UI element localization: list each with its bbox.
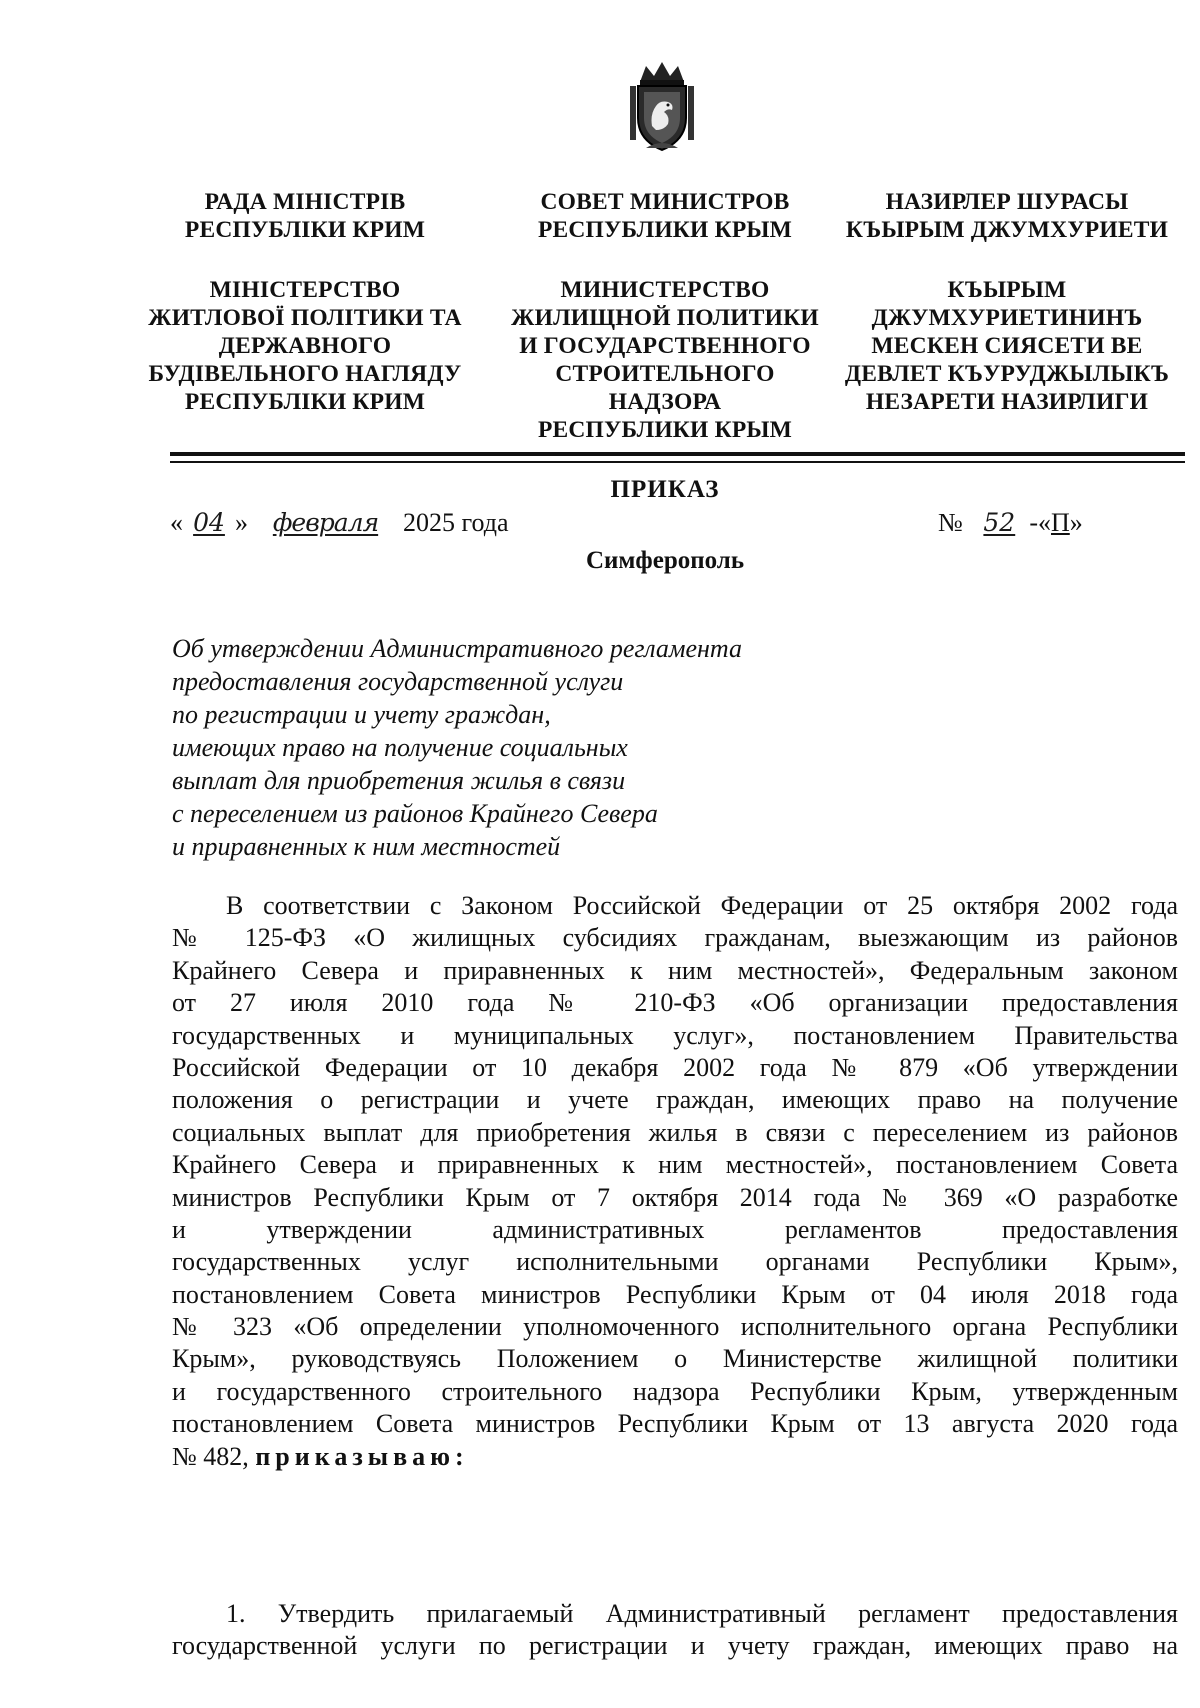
order-verb: приказываю bbox=[255, 1441, 455, 1471]
document-city: Симферополь bbox=[585, 547, 745, 574]
document-type: ПРИКАЗ bbox=[610, 476, 720, 503]
paragraph-line: государственной услуги по регистрации и учету граждан, имеющих право на bbox=[172, 1631, 1178, 1661]
header-russian bbox=[480, 188, 850, 444]
handwritten-number: 52 bbox=[983, 508, 1016, 537]
paragraph-line: 1. Утвердить прилагаемый Административный регламент предоставления bbox=[226, 1599, 1178, 1628]
number-suffix-open: -« bbox=[1029, 508, 1051, 537]
date-year: 2025 года bbox=[403, 508, 509, 537]
paragraph-line: В соответствии с Законом Российской Федерации от 25 октября 2002 года bbox=[226, 891, 1178, 920]
preamble-paragraph bbox=[172, 890, 1178, 1473]
paragraph-line: Крайнего Севера и приравненных к ним местностей», постановлением Совета bbox=[172, 1150, 1178, 1180]
paragraph-line: постановлением Совета министров Республики Крым от 13 августа 2020 года bbox=[172, 1409, 1178, 1439]
paragraph-line: № 323 «Об определении уполномоченного исполнительного органа Республики bbox=[172, 1312, 1178, 1342]
handwritten-day: 04 bbox=[193, 508, 225, 537]
organization-name-uk: РАДА МІНІСТРІВ РЕСПУБЛІКИ КРИМ bbox=[184, 189, 426, 243]
paragraph-line: положения о регистрации и учете граждан, имеющих право на получение bbox=[172, 1085, 1178, 1115]
order-date bbox=[170, 508, 509, 538]
organization-name-crh: НАЗИРЛЕР ШУРАСЫ КЪЫРЫМ ДЖУМХУРИЕТИ bbox=[845, 189, 1169, 243]
crimea-coat-of-arms-icon bbox=[626, 60, 698, 154]
number-sign: № bbox=[938, 508, 963, 537]
paragraph-line: Крым», руководствуясь Положением о Министерстве жилищной политики bbox=[172, 1344, 1178, 1374]
paragraph-line: Крайнего Севера и приравненных к ним местностей», Федеральным законом bbox=[172, 955, 1178, 985]
ministry-name-ru: МИНИСТЕРСТВО ЖИЛИЩНОЙ ПОЛИТИКИ И ГОСУДАРСТВЕННОГО СТРОИТЕЛЬНОГО НАДЗОРА РЕСПУБЛИКИ КРЫМ bbox=[511, 277, 819, 443]
paragraph-line-final bbox=[172, 1441, 1178, 1473]
paragraph-line: постановлением Совета министров Республики Крым от 04 июля 2018 года bbox=[172, 1279, 1178, 1309]
paragraph-line: от 27 июля 2010 года № 210-ФЗ «Об организации предоставления bbox=[172, 988, 1178, 1018]
number-letter: П bbox=[1050, 508, 1070, 537]
number-suffix-close: » bbox=[1069, 508, 1083, 537]
header-divider-thin bbox=[170, 461, 1185, 463]
paragraph-line: Российской Федерации от 10 декабря 2002 года № 879 «Об утверждении bbox=[172, 1052, 1178, 1082]
paragraph-line: министров Республики Крым от 7 октября 2014 года № 369 «О разработке bbox=[172, 1182, 1178, 1212]
decree-number-text: № 482, bbox=[172, 1441, 256, 1471]
order-verb-colon: : bbox=[454, 1441, 469, 1471]
paragraph-line: социальных выплат для приобретения жилья в связи с переселением из районов bbox=[172, 1117, 1178, 1147]
paragraph-line: и государственного строительного надзора Республики Крым, утвержденным bbox=[172, 1376, 1178, 1406]
ministry-name-uk: МІНІСТЕРСТВО ЖИТЛОВОЇ ПОЛІТИКИ ТА ДЕРЖАВНОГО БУДІВЕЛЬНОГО НАГЛЯДУ РЕСПУБЛІКИ КРИМ bbox=[148, 277, 462, 415]
paragraph-line: № 125-ФЗ «О жилищных субсидиях гражданам, выезжающим из районов bbox=[172, 923, 1178, 953]
header-crimean-tatar bbox=[822, 188, 1192, 416]
date-close-quote: » bbox=[235, 508, 248, 537]
handwritten-month: февраля bbox=[272, 508, 379, 537]
header-ukrainian bbox=[130, 188, 480, 416]
paragraph-line: государственных услуг исполнительными органами Республики Крым», bbox=[172, 1247, 1178, 1277]
paragraph-line: государственных и муниципальных услуг», постановлением Правительства bbox=[172, 1020, 1178, 1050]
ministry-name-crh: КЪЫРЫМ ДЖУМХУРИЕТИНИНЪ МЕСКЕН СИЯСЕТИ ВЕ ДЕВЛЕТ КЪУРУДЖЫЛЫКЪ НЕЗАРЕТИ НАЗИРЛИГИ bbox=[844, 277, 1170, 415]
date-open-quote: « bbox=[170, 508, 183, 537]
paragraph-line: и утверждении административных регламентов предоставления bbox=[172, 1214, 1178, 1244]
order-number bbox=[938, 508, 1083, 538]
order-item-1 bbox=[172, 1598, 1178, 1663]
order-subject: Об утверждении Административного регламента предоставления государственной услуги по регистрации и учету граждан, имеющих право на получение социальных выплат для приобретения жилья в связи с переселением из районов Крайнего Севера и приравненных к ним местностей bbox=[172, 634, 743, 861]
organization-name-ru: СОВЕТ МИНИСТРОВ РЕСПУБЛИКИ КРЫМ bbox=[537, 189, 793, 243]
header-divider-thick bbox=[170, 452, 1185, 456]
